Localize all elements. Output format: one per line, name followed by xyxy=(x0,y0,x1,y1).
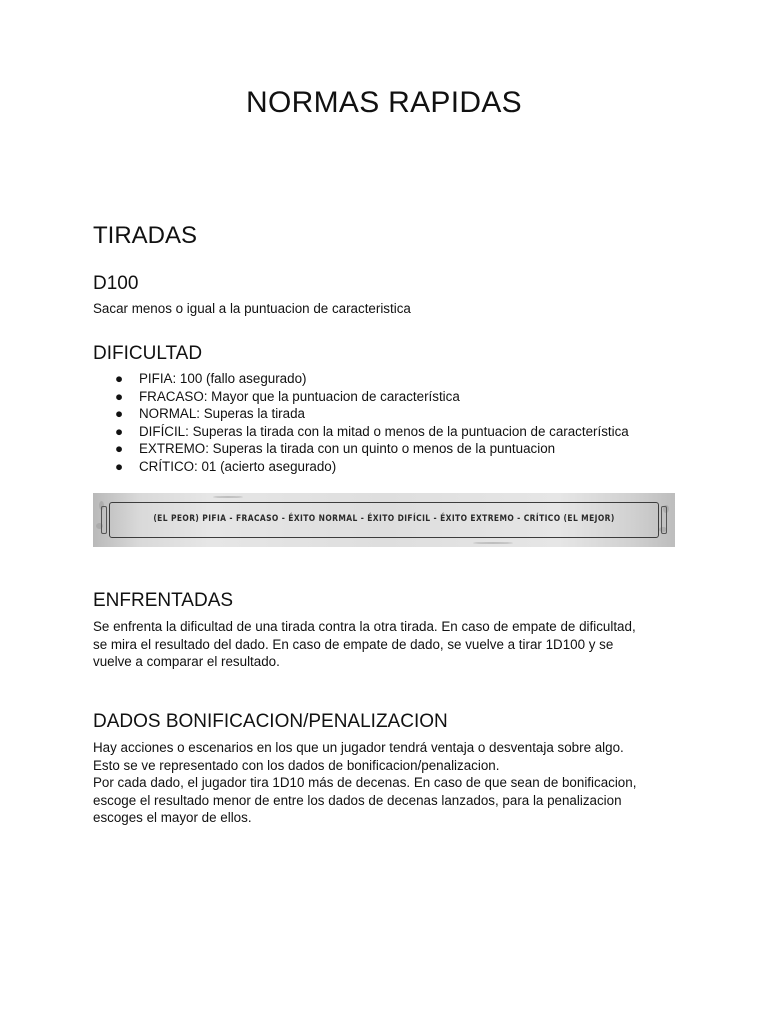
heading-d100: D100 xyxy=(93,273,139,294)
text-line: escoge el resultado menor de entre los dados de decenas lanzados, para la penalizacion xyxy=(93,792,622,808)
text-line: Por cada dado, el jugador tira 1D10 más de decenas. En caso de que sean de bonificacion, xyxy=(93,775,637,791)
list-item: ● FRACASO: Mayor que la puntuacion de característica xyxy=(115,388,460,404)
bullet-icon: ● xyxy=(115,441,124,457)
heading-bonificacion: DADOS BONIFICACION/PENALIZACION xyxy=(93,711,448,732)
text-line: Esto se ve representado con los dados de bonificacion/penalizacion. xyxy=(93,757,500,773)
document-title: NORMAS RAPIDAS xyxy=(246,86,522,119)
list-item: ● NORMAL: Superas la tirada xyxy=(115,406,305,422)
list-item: ● PIFIA: 100 (fallo asegurado) xyxy=(115,371,307,386)
difficulty-scale-banner xyxy=(93,493,675,547)
text-line: se mira el resultado del dado. En caso de empate de dado, se vuelve a tirar 1D100 y se xyxy=(93,636,614,652)
bullet-icon: ● xyxy=(115,406,124,422)
difficulty-list xyxy=(93,370,629,476)
list-item: ● EXTREMO: Superas la tirada con un quinto o menos de la puntuacion xyxy=(115,441,556,457)
heading-enfrentadas: ENFRENTADAS xyxy=(93,590,234,611)
text-line: Hay acciones o escenarios en los que un jugador tendrá ventaja o desventaja sobre algo. xyxy=(93,740,624,755)
d100-text: Sacar menos o igual a la puntuacion de caracteristica xyxy=(93,301,411,316)
list-item: ● DIFÍCIL: Superas la tirada con la mitad o menos de la puntuacion de característica xyxy=(115,423,629,439)
bullet-icon: ● xyxy=(115,458,124,474)
text-line: vuelve a comparar el resultado. xyxy=(93,654,280,670)
bullet-icon: ● xyxy=(115,423,124,439)
enfrentadas-text xyxy=(93,618,683,671)
list-item: ● CRÍTICO: 01 (acierto asegurado) xyxy=(115,458,337,474)
bullet-icon: ● xyxy=(115,388,124,404)
heading-tiradas: TIRADAS xyxy=(93,222,198,249)
text-line: Se enfrenta la dificultad de una tirada contra la otra tirada. En caso de empate de dificultad, xyxy=(93,619,636,634)
text-line: escoges el mayor de ellos. xyxy=(93,810,252,826)
bullet-icon: ● xyxy=(115,371,124,386)
banner-text: (EL PEOR) PIFIA - FRACASO - ÉXITO NORMAL - ÉXITO DIFÍCIL - ÉXITO EXTREMO - CRÍTICO (EL MEJOR) xyxy=(153,513,615,523)
heading-dificultad: DIFICULTAD xyxy=(93,343,203,364)
bonificacion-text xyxy=(93,739,683,827)
